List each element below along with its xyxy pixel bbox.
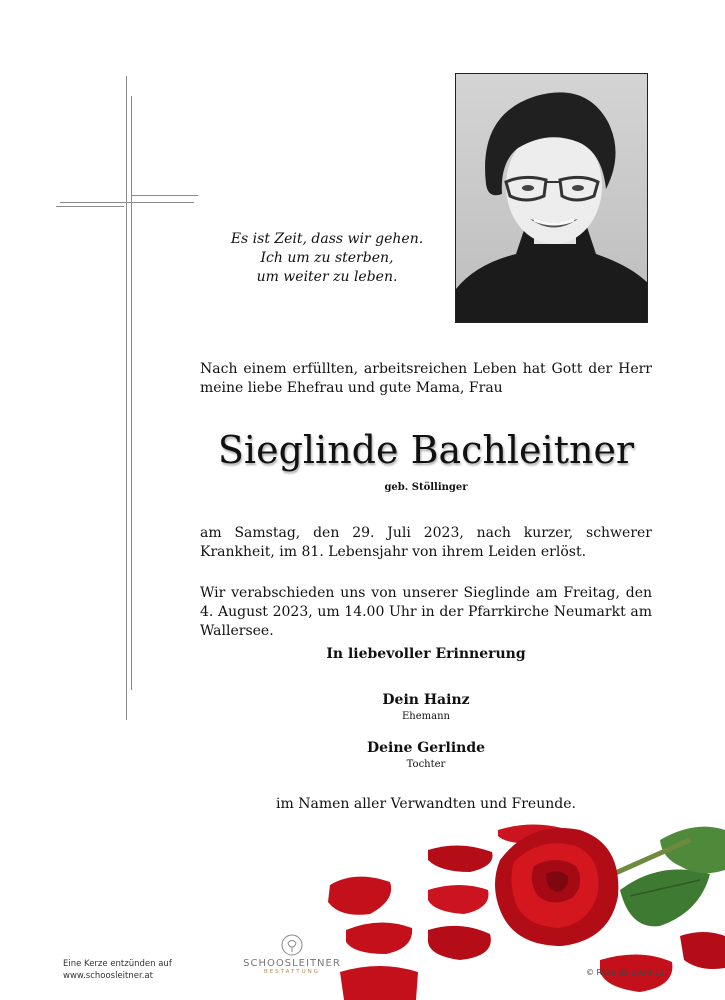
image-copyright: © Rose BS 2020-11 — [586, 968, 665, 977]
cross-vertical-line-inner — [131, 96, 132, 690]
portrait-photo — [455, 73, 648, 323]
intro-paragraph: Nach einem erfüllten, arbeitsreichen Leben hat Gott der Herr meine liebe Ehefrau und gute Mama, Frau — [200, 361, 652, 396]
candle-website-link[interactable]: www.schoosleitner.at — [63, 971, 153, 981]
logo-subtitle: BESTATTUNG — [263, 969, 321, 975]
quote-line-1: Es ist Zeit, dass wir gehen. — [230, 231, 424, 247]
cross-horizontal-line-upper — [132, 195, 198, 196]
funeral-home-logo — [240, 934, 344, 975]
mourner-name: Deine Gerlinde — [366, 740, 486, 756]
closing-line: im Namen aller Verwandten und Freunde. — [276, 796, 576, 812]
maiden-name: geb. Stöllinger — [384, 482, 468, 493]
cross-vertical-line — [126, 76, 127, 720]
candle-link-text — [63, 958, 172, 982]
cross-horizontal-line — [60, 202, 194, 203]
quote-line-3: um weiter zu leben. — [256, 269, 398, 285]
mourner-role: Ehemann — [402, 711, 450, 722]
memorial-quote — [212, 230, 442, 287]
quote-line-2: Ich um zu sterben, — [260, 250, 394, 266]
cross-horizontal-line-lower — [56, 206, 124, 207]
funeral-notice: Wir verabschieden uns von unserer Sieglinde am Freitag, den 4. August 2023, um 14.00 Uhr in der Pfarrkirche Neumarkt am Wallersee. — [200, 585, 652, 639]
memory-heading: In liebevoller Erinnerung — [326, 646, 526, 662]
mourner-name: Dein Hainz — [382, 692, 470, 708]
deceased-name: Sieglinde Bachleitner — [217, 428, 635, 472]
death-notice: am Samstag, den 29. Juli 2023, nach kurzer, schwerer Krankheit, im 81. Lebensjahr von ihrem Leiden erlöst. — [200, 525, 652, 560]
logo-name: SCHOOSLEITNER — [243, 958, 341, 969]
mourner-role: Tochter — [406, 759, 446, 770]
candle-line-1: Eine Kerze entzünden auf — [63, 959, 172, 969]
rose-emblem-icon — [281, 934, 303, 956]
